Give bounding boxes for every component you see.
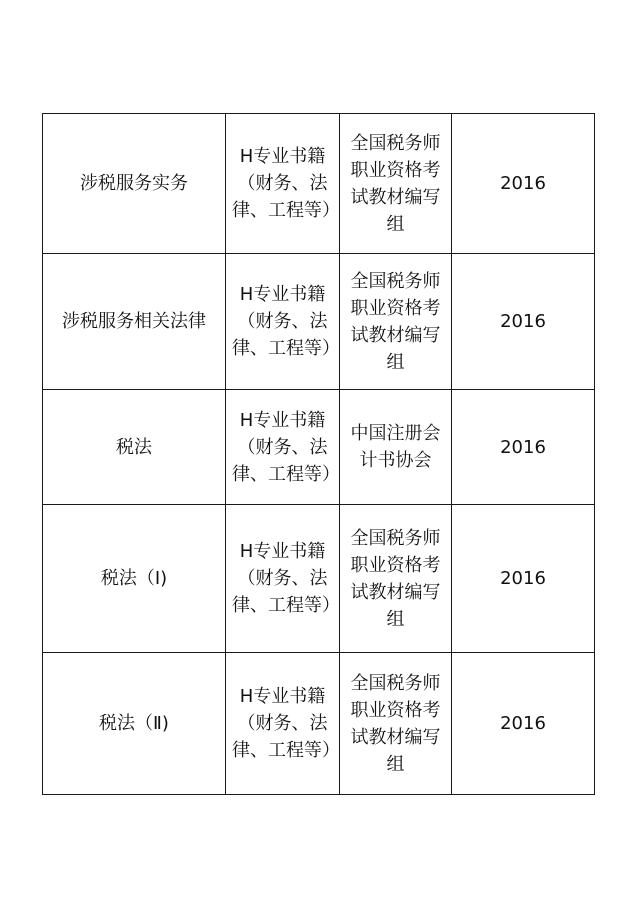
book-year: 2016 [500, 713, 546, 734]
book-title: 涉税服务实务 [80, 173, 188, 194]
book-title: 税法（Ⅱ) [99, 713, 169, 734]
book-category: H专业书籍（财务、法律、工程等） [232, 541, 340, 616]
book-publisher: 全国税务师职业资格考试教材编写组 [350, 527, 441, 630]
table-row [43, 390, 595, 505]
book-category-cell [226, 114, 340, 254]
book-year-cell [452, 390, 595, 505]
book-year: 2016 [500, 568, 546, 589]
book-title-cell [43, 653, 226, 795]
book-category: H专业书籍（财务、法律、工程等） [232, 284, 340, 359]
book-year: 2016 [500, 436, 546, 458]
book-category-cell [226, 505, 340, 653]
book-title: 税法 [116, 436, 152, 458]
book-year-cell [452, 254, 595, 390]
book-year-cell [452, 505, 595, 653]
book-title: 税法（Ⅰ) [100, 568, 168, 589]
book-publisher: 全国税务师职业资格考试教材编写组 [350, 672, 441, 775]
book-category-cell [226, 390, 340, 505]
book-list-table [42, 113, 595, 795]
table-row [43, 505, 595, 653]
book-year: 2016 [500, 311, 546, 332]
book-category: H专业书籍（财务、法律、工程等） [232, 409, 340, 485]
book-category: H专业书籍（财务、法律、工程等） [232, 686, 340, 761]
book-year-cell [452, 653, 595, 795]
table-row [43, 653, 595, 795]
book-publisher: 全国税务师职业资格考试教材编写组 [350, 132, 441, 235]
book-category: H专业书籍（财务、法律、工程等） [232, 146, 340, 221]
table-row [43, 114, 595, 254]
table-row [43, 254, 595, 390]
book-category-cell [226, 254, 340, 390]
book-publisher-cell [340, 653, 452, 795]
book-year-cell [452, 114, 595, 254]
book-year: 2016 [500, 173, 546, 194]
book-title-cell [43, 254, 226, 390]
book-publisher: 中国注册会计书协会 [350, 423, 441, 471]
book-title-cell [43, 114, 226, 254]
book-title-cell [43, 390, 226, 505]
book-publisher-cell [340, 505, 452, 653]
book-publisher-cell [340, 390, 452, 505]
book-title-cell [43, 505, 226, 653]
book-publisher: 全国税务师职业资格考试教材编写组 [350, 270, 441, 373]
book-publisher-cell [340, 254, 452, 390]
book-publisher-cell [340, 114, 452, 254]
book-title: 涉税服务相关法律 [62, 311, 206, 332]
book-category-cell [226, 653, 340, 795]
